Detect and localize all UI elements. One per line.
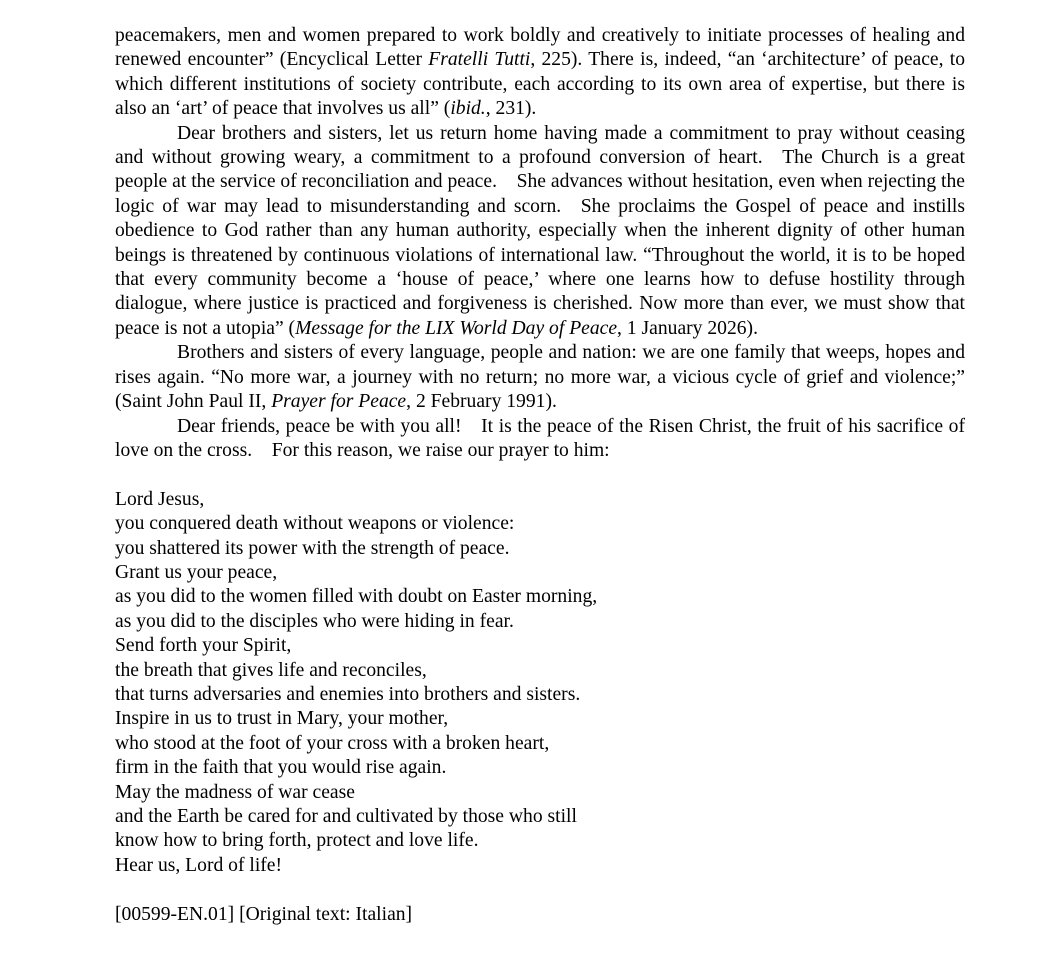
body-paragraphs [115, 24, 965, 463]
prayer-line: Grant us your peace, [115, 561, 278, 583]
italic-citation: ibid. [450, 98, 486, 120]
spacer-before-footer [115, 878, 965, 902]
prayer-line: Lord Jesus, [115, 488, 205, 510]
text-run: , 231). [485, 98, 537, 120]
text-run: Dear brothers and sisters, let us return home having made a commitment to pray without ceasing and without growing weary, a commitment to a profound conversion of heart. The Church is a great people at the service of reconciliation and peace. She advances without hesitation, even when rejecting the logic of war may lead to misunderstanding and scorn. She proclaims the Gospel of peace and instills obedience to God rather than any human authority, especially when the inherent dignity of other human beings is threatened by continuous violations of international law. “Throughout the world, it is to be hoped that every community become a ‘house of peace,’ where one learns how to defuse hostility through dialogue, where justice is practiced and forgiveness is cherished. Now more than ever, we must show that peace is not a utopia” ( [115, 122, 965, 339]
body-paragraph [115, 415, 965, 464]
italic-citation: Fratelli Tutti [428, 49, 531, 71]
text-run: , 1 January 2026). [617, 317, 758, 339]
prayer-line: as you did to the disciples who were hiding in fear. [115, 610, 514, 632]
prayer-line: as you did to the women filled with doubt on Easter morning, [115, 586, 598, 608]
spacer-before-prayer [115, 463, 965, 487]
prayer-block [115, 488, 965, 879]
prayer-line: know how to bring forth, protect and love life. [115, 830, 479, 852]
text-run: , 225). There is, indeed, “an ‘architecture’ of peace, to which different institutions of society contribute, each according to its own area of expertise, but there is also an ‘art’ of peace that involves us all” ( [115, 49, 965, 120]
prayer-line: you conquered death without weapons or violence: [115, 513, 515, 535]
italic-citation: Prayer for Peace [271, 391, 407, 413]
text-run: Brothers and sisters of every language, people and nation: we are one family that weeps, hopes and rises again. “No more war, a journey with no return; no more war, a vicious cycle of grief and violence;” (Saint John Paul II, [115, 342, 965, 413]
prayer-line: Inspire in us to trust in Mary, your mother, [115, 708, 449, 730]
body-paragraph [115, 122, 965, 342]
prayer-line: Hear us, Lord of life! [115, 854, 283, 876]
text-run: peacemakers, men and women prepared to work boldly and creatively to initiate processes of healing and renewed encounter” (Encyclical Letter [115, 25, 965, 71]
prayer-line: the breath that gives life and reconciles, [115, 659, 427, 681]
prayer-line: May the madness of war cease [115, 781, 355, 803]
body-paragraph [115, 24, 965, 122]
text-run: , 2 February 1991). [406, 391, 557, 413]
prayer-line: you shattered its power with the strength of peace. [115, 537, 510, 559]
italic-citation: Message for the LIX World Day of Peace [295, 317, 618, 339]
prayer-line: and the Earth be cared for and cultivated by those who still [115, 805, 577, 827]
prayer-line: that turns adversaries and enemies into brothers and sisters. [115, 683, 581, 705]
body-paragraph [115, 341, 965, 414]
prayer-line: firm in the faith that you would rise again. [115, 757, 447, 779]
text-run: Dear friends, peace be with you all! It is the peace of the Risen Christ, the fruit of his sacrifice of love on the cross. For this reason, we raise our prayer to him: [115, 415, 965, 461]
prayer-line: Send forth your Spirit, [115, 635, 292, 657]
document-page [115, 24, 965, 927]
document-reference-code: [00599-EN.01] [Original text: Italian] [115, 903, 413, 925]
prayer-line: who stood at the foot of your cross with a broken heart, [115, 732, 550, 754]
